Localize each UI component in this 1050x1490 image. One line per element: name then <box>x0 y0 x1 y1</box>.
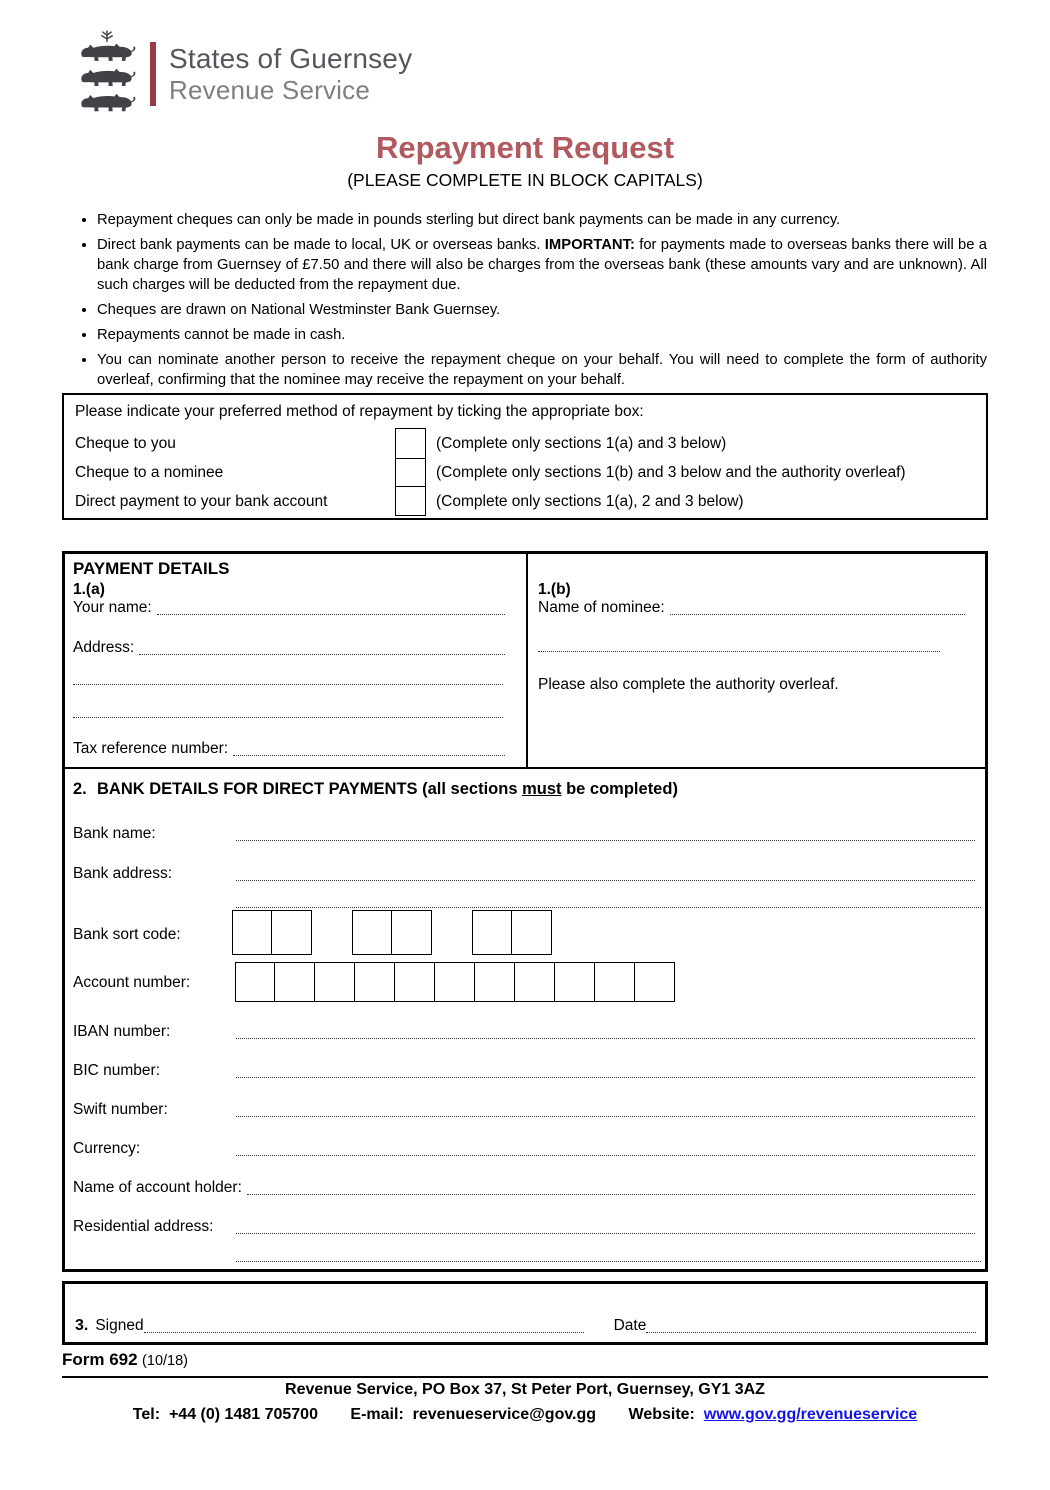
section2-number: 2. <box>73 780 87 798</box>
currency-label: Currency: <box>73 1140 141 1157</box>
sort-code-cell[interactable] <box>512 910 552 955</box>
residential-address-label: Residential address: <box>73 1218 214 1235</box>
note-item: • Repayments cannot be made in cash. <box>97 325 987 345</box>
account-number-boxes <box>235 962 675 1002</box>
tel-number: +44 (0) 1481 705700 <box>168 1406 318 1423</box>
iban-row <box>73 1023 975 1041</box>
bic-label: BIC number: <box>73 1062 161 1079</box>
section2-heading: 2. BANK DETAILS FOR DIRECT PAYMENTS (all sections must be completed) <box>73 780 678 798</box>
bank-address-label: Bank address: <box>73 865 173 882</box>
account-number-cell[interactable] <box>395 962 435 1002</box>
important-emphasis: IMPORTANT: <box>544 237 635 253</box>
tel-label: Tel: <box>132 1406 161 1423</box>
bank-address-row <box>73 865 975 883</box>
bank-name-row <box>73 825 975 843</box>
nominee-row <box>538 599 965 617</box>
account-number-cell[interactable] <box>235 962 275 1002</box>
address-row <box>73 639 505 657</box>
must-emphasis: must <box>522 780 562 798</box>
sort-code-cell[interactable] <box>272 910 312 955</box>
option-note-cheque-to-you: (Complete only sections 1(a) and 3 below) <box>436 435 727 452</box>
org-name-line2: Revenue Service <box>169 75 370 105</box>
account-number-cell[interactable] <box>635 962 675 1002</box>
repayment-method-box <box>62 393 988 520</box>
states-of-guernsey-logo <box>74 30 412 118</box>
section3-number: 3. <box>75 1317 89 1334</box>
footer-contact <box>0 1406 1050 1424</box>
bank-name-field-line[interactable] <box>236 827 975 841</box>
section1-header: PAYMENT DETAILS <box>73 559 230 578</box>
bank-address-field-line2[interactable] <box>236 892 981 908</box>
section1-bottom-divider <box>65 767 985 769</box>
org-name-line1: States of Guernsey <box>169 43 413 74</box>
signature-field-line[interactable] <box>144 1319 584 1333</box>
swift-label: Swift number: <box>73 1101 168 1118</box>
note-item: • Cheques are drawn on National Westminster Bank Guernsey. <box>97 300 987 320</box>
footer-address: Revenue Service, PO Box 37, St Peter Port, Guernsey, GY1 3AZ <box>285 1381 765 1398</box>
logo-divider-bar <box>150 42 156 106</box>
residential-address-field-line[interactable] <box>236 1220 975 1234</box>
currency-row <box>73 1140 975 1158</box>
section1b-label: 1.(b) <box>538 581 571 598</box>
sort-code-cell[interactable] <box>232 910 272 955</box>
option-label-cheque-to-you: Cheque to you <box>75 435 176 452</box>
tax-ref-field-line[interactable] <box>233 742 505 756</box>
bank-name-label: Bank name: <box>73 825 156 842</box>
swift-field-line[interactable] <box>236 1103 975 1117</box>
payment-details-box <box>62 551 988 1272</box>
notes-list <box>78 210 987 395</box>
note-item: • You can nominate another person to receive the repayment cheque on your behalf. You will need to complete the form of authority overleaf, confirming that the nominee may receive the repayment on your behalf. <box>97 350 987 390</box>
section1a-label: 1.(a) <box>73 581 105 598</box>
sort-code-cell[interactable] <box>352 910 392 955</box>
iban-field-line[interactable] <box>236 1025 975 1039</box>
signature-box <box>62 1281 988 1345</box>
swift-row <box>73 1101 975 1119</box>
date-field-line[interactable] <box>646 1319 976 1333</box>
method-checkbox-column <box>395 428 426 516</box>
guernsey-crest-icon <box>74 30 140 118</box>
account-number-cell[interactable] <box>435 962 475 1002</box>
sort-code-label: Bank sort code: <box>73 926 181 943</box>
website-label: Website: <box>628 1406 695 1423</box>
option-label-direct-payment: Direct payment to your bank account <box>75 493 328 510</box>
date-label: Date <box>613 1317 647 1334</box>
address-field-line2[interactable] <box>73 669 503 685</box>
sort-code-boxes <box>232 910 552 955</box>
account-number-cell[interactable] <box>515 962 555 1002</box>
your-name-label: Your name: <box>73 599 152 616</box>
account-number-cell[interactable] <box>315 962 355 1002</box>
checkbox-cheque-to-you[interactable] <box>396 429 425 458</box>
email-address: revenueservice@gov.gg <box>412 1406 597 1423</box>
authority-note: Please also complete the authority overleaf. <box>538 676 839 693</box>
section1-vertical-divider <box>526 554 528 767</box>
form-number: Form 692 <box>62 1350 138 1369</box>
note-item: • Direct bank payments can be made to local, UK or overseas banks. IMPORTANT: for payments made to overseas banks there will be a bank charge from Guernsey of £7.50 and there will also be charges from the overseas bank (these amounts vary and are unknown). All such charges will be deducted from the repayment due. <box>97 235 987 295</box>
tax-ref-label: Tax reference number: <box>73 740 229 757</box>
address-field-line[interactable] <box>139 641 505 655</box>
account-number-cell[interactable] <box>595 962 635 1002</box>
account-number-cell[interactable] <box>475 962 515 1002</box>
option-note-cheque-to-nominee: (Complete only sections 1(b) and 3 below and the authority overleaf) <box>436 464 906 481</box>
currency-field-line[interactable] <box>236 1142 975 1156</box>
nominee-field-line[interactable] <box>670 601 965 615</box>
residential-address-row <box>73 1218 975 1236</box>
bic-field-line[interactable] <box>236 1064 975 1078</box>
account-holder-field-line[interactable] <box>247 1181 975 1195</box>
website-link[interactable]: www.gov.gg/revenueservice <box>703 1406 918 1423</box>
note-item: • Repayment cheques can only be made in pounds sterling but direct bank payments can be made in any currency. <box>97 210 987 230</box>
bic-row <box>73 1062 975 1080</box>
form-title: Repayment Request <box>375 130 675 165</box>
iban-label: IBAN number: <box>73 1023 171 1040</box>
address-label: Address: <box>73 639 135 656</box>
sort-code-cell[interactable] <box>392 910 432 955</box>
signed-label: Signed <box>95 1317 144 1334</box>
bank-address-field-line[interactable] <box>236 867 975 881</box>
account-number-label: Account number: <box>73 974 191 991</box>
account-holder-label: Name of account holder: <box>73 1179 242 1196</box>
account-number-cell[interactable] <box>275 962 315 1002</box>
account-holder-row <box>73 1179 975 1197</box>
form-revision: (10/18) <box>142 1353 188 1369</box>
option-label-cheque-to-nominee: Cheque to a nominee <box>75 464 224 481</box>
account-number-cell[interactable] <box>555 962 595 1002</box>
signature-row <box>75 1317 976 1335</box>
nominee-field-line2[interactable] <box>538 636 940 652</box>
form-subtitle: (PLEASE COMPLETE IN BLOCK CAPITALS) <box>347 170 703 190</box>
method-prompt: Please indicate your preferred method of repayment by ticking the appropriate box: <box>75 403 644 420</box>
email-label: E-mail: <box>350 1406 404 1423</box>
sort-code-cell[interactable] <box>472 910 512 955</box>
your-name-row <box>73 599 505 617</box>
nominee-label: Name of nominee: <box>538 599 665 616</box>
account-number-cell[interactable] <box>355 962 395 1002</box>
checkbox-cheque-to-nominee[interactable] <box>396 458 425 487</box>
tax-ref-row <box>73 740 505 758</box>
address-field-line3[interactable] <box>73 702 503 718</box>
form-reference <box>62 1350 988 1378</box>
checkbox-direct-payment[interactable] <box>396 486 425 515</box>
option-note-direct-payment: (Complete only sections 1(a), 2 and 3 below) <box>436 493 744 510</box>
your-name-field-line[interactable] <box>157 601 505 615</box>
residential-address-field-line2[interactable] <box>236 1246 981 1262</box>
